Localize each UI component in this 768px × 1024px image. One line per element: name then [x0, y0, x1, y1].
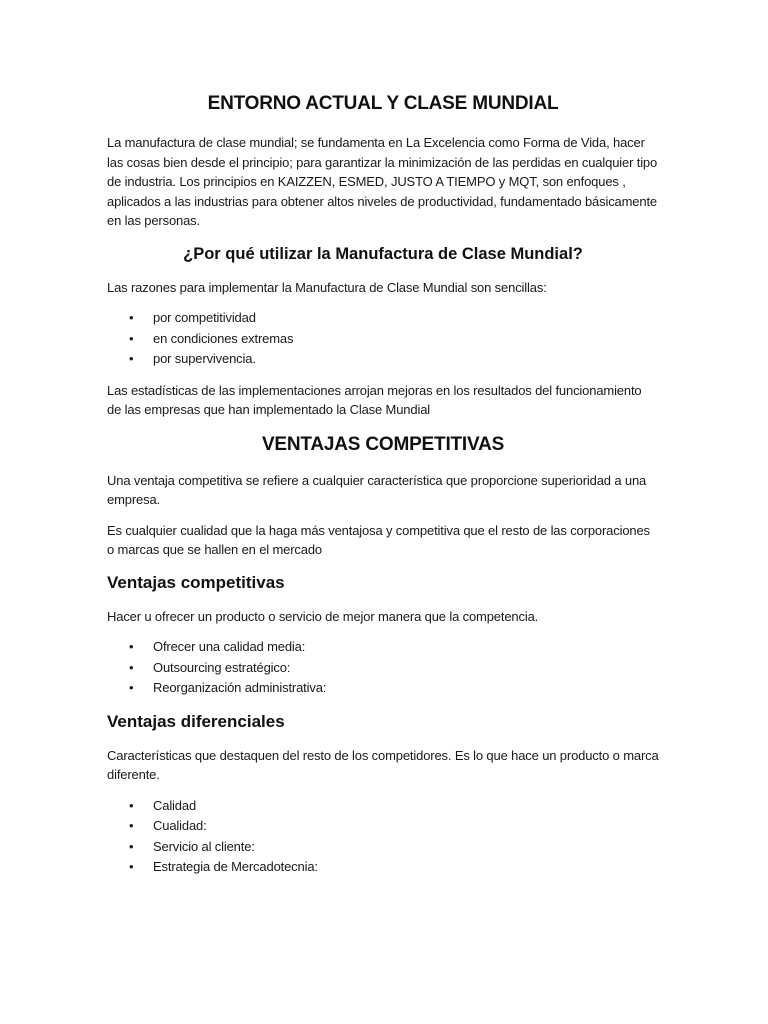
- ventajas-paragraph-2: Es cualquier cualidad que la haga más ventajosa y competitiva que el resto de las corporaciones o marcas que se hallen en el mercado: [107, 522, 650, 557]
- bullet-icon: •: [129, 818, 134, 833]
- list-item: [107, 816, 659, 837]
- diferenciales-heading: Ventajas diferenciales: [107, 711, 285, 731]
- why-lead: Las razones para implementar la Manufactura de Clase Mundial son sencillas:: [107, 279, 547, 295]
- intro-paragraph: La manufactura de clase mundial; se fundamenta en La Excelencia como Forma de Vida, hacer las cosas bien desde el principio; para garantizar la minimización de las perdidas en cualquier tipo de industria. Los principios en KAIZZEN, ESMED, JUSTO A TIEMPO y MQT, son enfoques , aplicados a las industrias para obtener altos niveles de productividad, fundamentado básicamente en las personas.: [107, 135, 658, 228]
- bullet-icon: •: [129, 659, 134, 675]
- why-list: [107, 308, 659, 370]
- ventajas-heading: VENTAJAS COMPETITIVAS: [261, 433, 505, 455]
- list-item-text: Cualidad:: [153, 818, 207, 833]
- list-item-text: Calidad: [153, 797, 197, 813]
- bullet-icon: •: [129, 330, 134, 346]
- ventajas-paragraph-1: Una ventaja competitiva se refiere a cualquier característica que proporcione superioridad a una empresa.: [107, 472, 647, 507]
- list-item: [107, 857, 659, 878]
- list-item: [107, 837, 659, 858]
- list-item: [107, 637, 659, 658]
- list-item: [107, 329, 659, 350]
- list-item: [107, 349, 659, 370]
- list-item: [107, 658, 659, 679]
- list-item: [107, 796, 659, 817]
- stats-paragraph: Las estadísticas de las implementaciones arrojan mejoras en los resultados del funcionamiento de las empresas que han implementado la Clase Mundial: [107, 382, 642, 417]
- bullet-icon: •: [129, 838, 134, 854]
- list-item-text: en condiciones extremas: [153, 330, 294, 346]
- list-item-text: Servicio al cliente:: [153, 838, 255, 854]
- list-item-text: por supervivencia.: [153, 351, 256, 366]
- list-item-text: por competitividad: [153, 310, 256, 325]
- bullet-icon: •: [129, 351, 134, 366]
- diferenciales-lead: Características que destaquen del resto de los competidores. Es lo que hace un producto o marca diferente.: [107, 747, 659, 782]
- list-item-text: Ofrecer una calidad media:: [153, 639, 306, 654]
- list-item: [107, 678, 659, 699]
- list-item: [107, 308, 659, 329]
- bullet-icon: •: [129, 797, 134, 813]
- document-page: [107, 90, 659, 889]
- bullet-icon: •: [129, 859, 134, 874]
- competitivas-lead: Hacer u ofrecer un producto o servicio de mejor manera que la competencia.: [107, 608, 539, 624]
- bullet-icon: •: [129, 310, 134, 325]
- diferenciales-list: [107, 796, 659, 878]
- bullet-icon: •: [129, 639, 134, 654]
- bullet-icon: •: [129, 680, 134, 695]
- document-title: ENTORNO ACTUAL Y CLASE MUNDIAL: [207, 93, 559, 114]
- competitivas-list: [107, 637, 659, 699]
- list-item-text: Outsourcing estratégico:: [153, 659, 291, 675]
- list-item-text: Reorganización administrativa:: [153, 680, 327, 695]
- list-item-text: Estrategia de Mercadotecnia:: [153, 859, 318, 874]
- competitivas-heading: Ventajas competitivas: [107, 572, 285, 592]
- why-heading: ¿Por qué utilizar la Manufactura de Clase Mundial?: [183, 244, 583, 263]
